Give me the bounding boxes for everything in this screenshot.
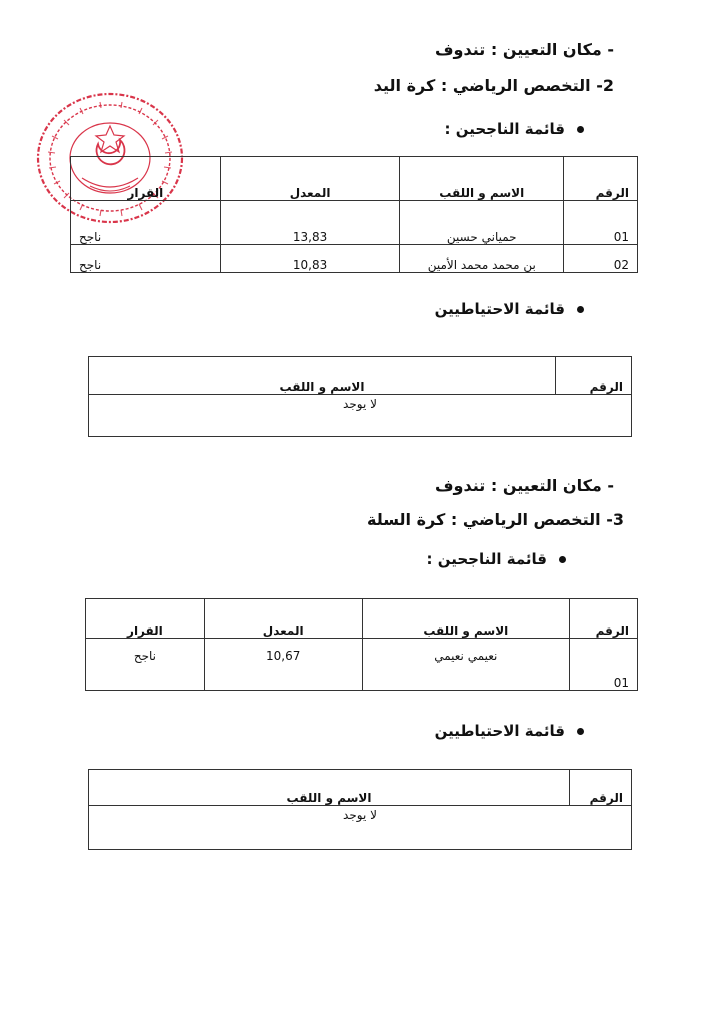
header-avg: المعدل [220, 157, 400, 201]
cell-avg: 13,83 [220, 201, 400, 245]
cell-name: حمياني حسين [400, 201, 564, 245]
cell-decision: ناجح [86, 639, 205, 691]
table-header-row [86, 599, 638, 639]
winners-title: قائمة الناجحين : [444, 120, 565, 138]
bullet-icon [577, 728, 584, 735]
section-2-winners-table [85, 598, 638, 691]
header-num: الرقم [570, 770, 632, 806]
table-header-row [71, 157, 638, 201]
section-2-winners-heading [427, 550, 566, 568]
cell-avg: 10,67 [204, 639, 362, 691]
bullet-icon [559, 556, 566, 563]
section-1-place: - مكان التعيين : تندوف [434, 40, 614, 59]
section-2-reserves-heading [435, 722, 584, 740]
header-avg: المعدل [204, 599, 362, 639]
cell-decision: ناجح [71, 201, 221, 245]
section-1-winners-heading [445, 120, 584, 138]
bullet-icon [577, 306, 584, 313]
table-row [71, 245, 638, 273]
section-2-specialty: 3- التخصص الرياضي : كرة السلة [367, 510, 624, 529]
reserves-title: قائمة الاحتياطيين [434, 300, 565, 318]
empty-cell: لا يوجد [89, 806, 632, 850]
table-row [89, 806, 632, 850]
section-1-winners-table [70, 156, 638, 273]
header-num: الرقم [556, 357, 632, 395]
cell-avg: 10,83 [220, 245, 400, 273]
cell-name: بن محمد محمد الأمين [400, 245, 564, 273]
section-1-reserves-heading [435, 300, 584, 318]
header-num: الرقم [570, 599, 638, 639]
cell-num: 01 [564, 201, 638, 245]
table-header-row [89, 770, 632, 806]
section-2-reserves-table [88, 769, 632, 850]
header-name: الاسم و اللقب [89, 357, 556, 395]
cell-name: نعيمي نعيمي [362, 639, 570, 691]
header-decision: القرار [86, 599, 205, 639]
empty-cell: لا يوجد [89, 395, 632, 437]
bullet-icon [577, 126, 584, 133]
header-name: الاسم و اللقب [89, 770, 570, 806]
header-decision: القرار [71, 157, 221, 201]
table-row [89, 395, 632, 437]
cell-num: 01 [570, 639, 638, 691]
section-1-specialty: 2- التخصص الرياضي : كرة اليد [373, 76, 614, 95]
header-name: الاسم و اللقب [400, 157, 564, 201]
table-row [71, 201, 638, 245]
header-name: الاسم و اللقب [362, 599, 570, 639]
table-row [86, 639, 638, 691]
section-1-reserves-table [88, 356, 632, 437]
reserves-title: قائمة الاحتياطيين [434, 722, 565, 740]
header-num: الرقم [564, 157, 638, 201]
cell-num: 02 [564, 245, 638, 273]
cell-decision: ناجح [71, 245, 221, 273]
winners-title: قائمة الناجحين : [426, 550, 547, 568]
table-header-row [89, 357, 632, 395]
section-2-place: - مكان التعيين : تندوف [434, 476, 614, 495]
